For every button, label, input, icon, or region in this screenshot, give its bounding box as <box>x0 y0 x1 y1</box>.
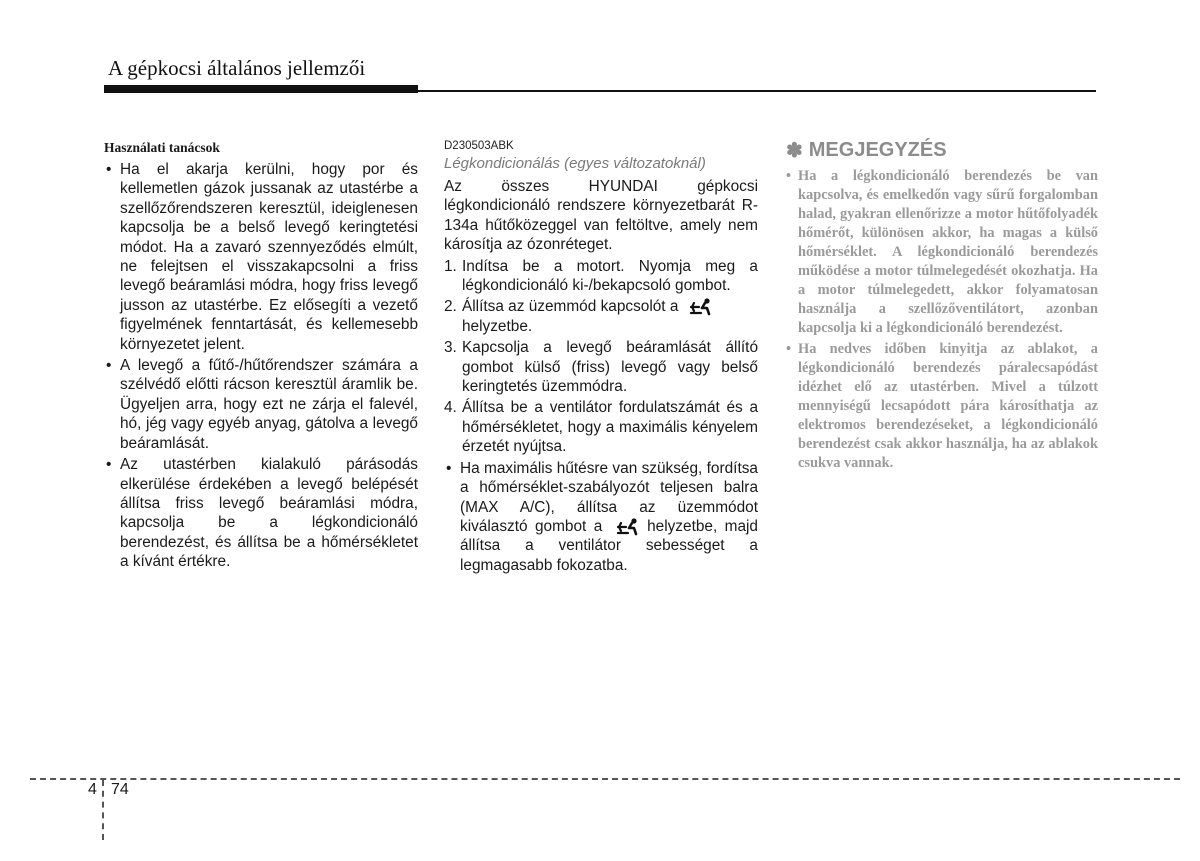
step-text: Kapcsolja a levegő beáramlását állító gombot külső (friss) levegő vagy belső keringtetés üzemmódra. <box>462 339 758 396</box>
bullet-marker: • <box>446 459 452 477</box>
step-number: 3. <box>444 339 457 357</box>
note-item-text: Ha a légkondicionáló berendezés be van kapcsolva, és emelkedőn vagy sűrű forgalomban halad, gyakran ellenőrizze a motor hűtőfolyadék hőmérőt, különösen akkor, ha magas a külső hőmérséklet. A légkondicionáló berendezés működése a motor túlmelegedését okozhatja. Ha a motor túlmelegedett, akkor folyamatosan használja a szellőzőventilátort, azonban kapcsolja ki a légkondicionáló berendezést. <box>798 168 1098 336</box>
step-text: Indítsa be a motort. Nyomja meg a légkondicionáló ki-/bekapcsoló gombot. <box>462 257 758 295</box>
bullet-marker: • <box>106 161 112 178</box>
note-item <box>786 340 1098 473</box>
step-item <box>444 398 758 456</box>
list-item <box>444 459 758 575</box>
step-text: Állítsa az üzemmód kapcsolót a <box>462 298 679 316</box>
column-usage-tips <box>104 140 418 574</box>
page-number: 74 <box>111 781 129 798</box>
step-text-after: helyzetbe. <box>462 317 533 335</box>
list-item <box>104 160 418 354</box>
floor-mode-icon <box>616 518 640 536</box>
header-rule-thin <box>418 90 1096 92</box>
list-item <box>104 356 418 453</box>
chapter-number: 4 <box>88 781 97 798</box>
header-rule-thick <box>104 85 418 93</box>
page-header-title: A gépkocsi általános jellemzői <box>108 56 366 80</box>
list-item-text: A levegő a fűtő-/hűtőrendszer számára a szélvédő előtti rácson keresztül áramlik be. Ügyeljen arra, hogy ezt ne zárja el falevél, hó, jég vagy egyéb anyag, gátolva a levegő beáramlását. <box>120 357 418 452</box>
bullet-marker: • <box>106 357 112 375</box>
bullet-marker: • <box>786 168 792 184</box>
footer-dashed-line <box>30 778 1180 780</box>
floor-mode-icon <box>689 298 713 316</box>
step-number: 4. <box>444 399 457 417</box>
list-item-text: Ha maximális hűtésre van szükség, fordítsa a hőmérséklet-szabályozót teljesen balra (MAX A/C), állítsa az üzemmódot kiválasztó gombot a <box>460 459 758 535</box>
step-item <box>444 297 758 336</box>
list-item <box>104 455 418 571</box>
step-number: 2. <box>444 298 457 316</box>
note-title: MEGJEGYZÉS <box>808 139 947 161</box>
section-title: Használati tanácsok <box>104 140 220 155</box>
column-air-conditioning <box>444 140 758 577</box>
note-heading <box>786 138 1098 163</box>
bullet-marker: • <box>786 341 792 357</box>
step-item <box>444 338 758 396</box>
list-item-text-after: helyzetbe, majd állítsa a ventilátor sebességet a legmagasabb fokozatba. <box>460 517 758 574</box>
section-subtitle: Légkondicionálás (egyes változatoknál) <box>444 155 706 172</box>
bullet-marker: • <box>106 456 112 474</box>
step-number: 1. <box>444 257 457 275</box>
intro-paragraph: Az összes HYUNDAI gépkocsi légkondicionáló rendszere környezetbarát R-134a hűtőközeggel van feltöltve, amely nem károsítja az ózonréteget. <box>444 178 758 254</box>
step-text: Állítsa be a ventilátor fordulatszámát és a hőmérsékletet, hogy a maximális kényelem érzetét nyújtsa. <box>462 399 758 456</box>
section-code: D230503ABK <box>444 140 514 152</box>
note-star-icon: ✽ <box>786 140 803 162</box>
note-item-text: Ha nedves időben kinyitja az ablakot, a légkondicionáló berendezés páralecsapódást idézhet elő az utastérben. Mivel a túlzott mennyiségű lecsapódott pára károsíthatja az elektromos berendezéseket, a légkondicionáló berendezést csak akkor használja, ha az ablakok csukva vannak. <box>798 341 1098 471</box>
list-item-text: Ha el akarja kerülni, hogy por és kellemetlen gázok jussanak az utastérbe a szellőzőrendszeren keresztül, ideiglenesen kapcsolja be a belső levegő keringtetési módot. Ha a zavaró szennyeződés elmúlt, ne felejtsen el visszakapcsolni a friss levegő beáramlási módra, hogy friss levegő jusson az utastérbe. Ez elősegíti a vezető figyelmének fenntartását, és kellemesebb környezetet jelent. <box>120 161 418 353</box>
footer-dashed-divider <box>102 780 104 840</box>
list-item-text: Az utastérben kialakuló párásodás elkerülése érdekében a levegő belépését állítsa friss levegő beáramlási módra, kapcsolja be a légkondicionáló berendezést, és állítsa be a hőmérsékletet a kívánt értékre. <box>120 456 418 571</box>
step-item <box>444 257 758 296</box>
note-item <box>786 167 1098 338</box>
column-note <box>786 140 1098 475</box>
